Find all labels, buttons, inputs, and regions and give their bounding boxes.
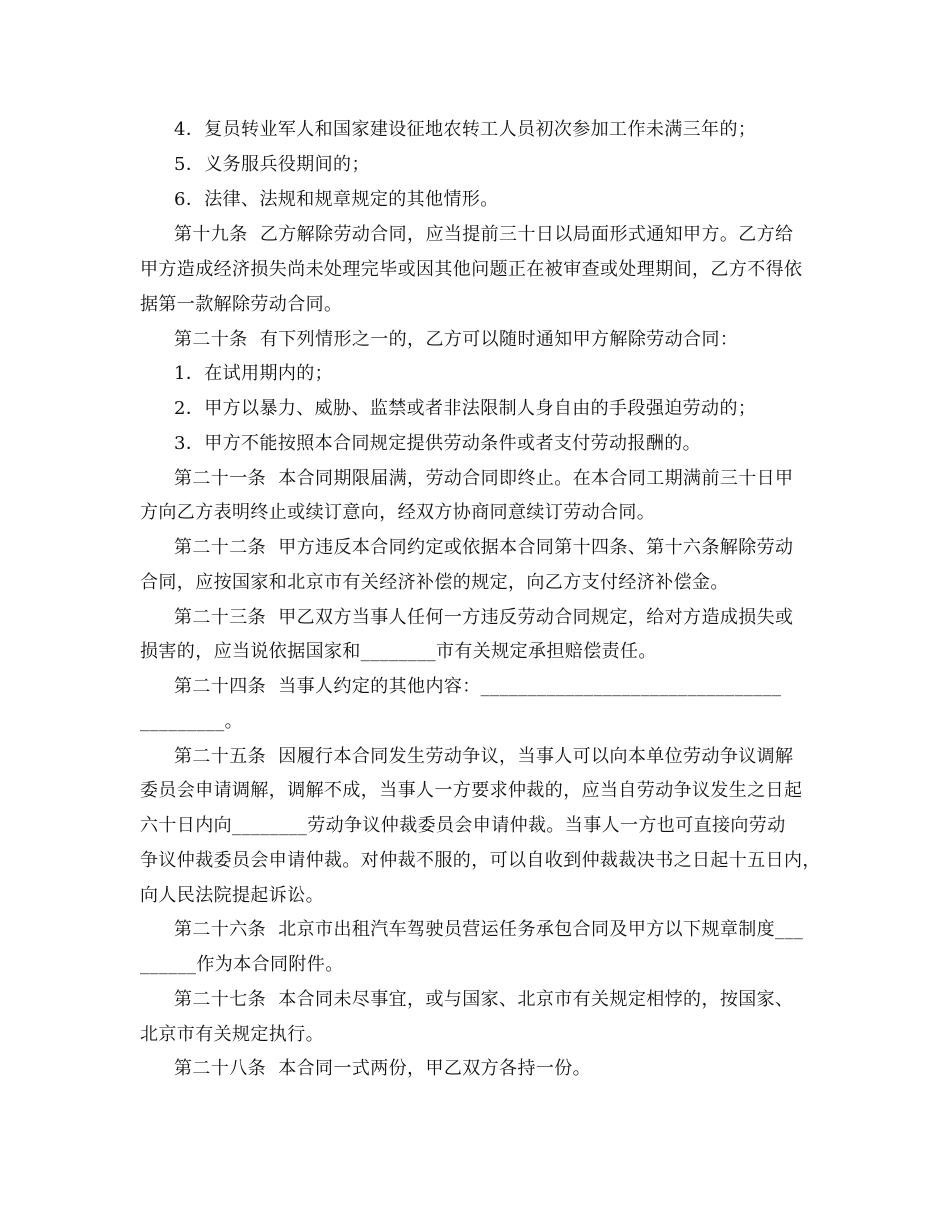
- text-line: 第二十六条 北京市出租汽车驾驶员营运任务承包合同及甲方以下规章制度___: [174, 919, 804, 940]
- text-line: 向人民法院提起诉讼。: [140, 885, 324, 906]
- text-line: 第二十七条 本合同未尽事宜，或与国家、北京市有关规定相悖的，按国家、: [174, 989, 794, 1010]
- text-line: 第二十五条 因履行本合同发生劳动争议，当事人可以向本单位劳动争议调解: [174, 746, 794, 767]
- text-line: 第二十八条 本合同一式两份，甲乙双方各持一份。: [174, 1058, 592, 1079]
- text-line: 第二十一条 本合同期限届满，劳动合同即终止。在本合同工期满前三十日甲: [174, 468, 794, 489]
- text-line: 5．义务服兵役期间的；: [174, 154, 370, 175]
- text-line: 损害的，应当说依据国家和________市有关规定承担赔偿责任。: [140, 641, 657, 662]
- text-line: 北京市有关规定执行。: [140, 1024, 324, 1045]
- text-line: 3．甲方不能按照本合同规定提供劳动条件或者支付劳动报酬的。: [174, 433, 702, 454]
- text-line: 1．在试用期内的；: [174, 363, 334, 384]
- text-line: 据第一款解除劳动合同。: [140, 294, 343, 315]
- text-line: 4．复员转业军人和国家建设征地农转工人员初次参加工作未满三年的；: [174, 119, 757, 140]
- text-line: 第二十四条 当事人约定的其他内容：________________________________: [174, 676, 782, 697]
- text-line: 方向乙方表明终止或续订意向，经双方协商同意续订劳动合同。: [140, 502, 656, 523]
- text-line: 第二十条 有下列情形之一的，乙方可以随时通知甲方解除劳动合同：: [174, 329, 739, 350]
- text-line: 第二十三条 甲乙双方当事人任何一方违反劳动合同规定，给对方造成损失或: [174, 607, 794, 628]
- text-line: 合同，应按国家和北京市有关经济补偿的规定，向乙方支付经济补偿金。: [140, 572, 729, 593]
- text-line: 争议仲裁委员会申请仲裁。对仲裁不服的，可以自收到仲裁裁决书之日起十五日内，: [140, 850, 821, 871]
- text-line: ______作为本合同附件。: [140, 954, 344, 975]
- text-line: 委员会申请调解，调解不成，当事人一方要求仲裁的，应当自劳动争议发生之日起: [140, 780, 803, 801]
- text-line: 2．甲方以暴力、威胁、监禁或者非法限制人身自由的手段强迫劳动的；: [174, 398, 757, 419]
- text-line: 甲方造成经济损失尚未处理完毕或因其他问题正在被审查或处理期间，乙方不得依: [140, 259, 803, 280]
- text-line: _________。: [140, 711, 243, 732]
- text-line: 第二十二条 甲方违反本合同约定或依据本合同第十四条、第十六条解除劳动: [174, 537, 794, 558]
- text-line: 6．法律、法规和规章规定的其他情形。: [174, 189, 499, 210]
- text-line: 六十日内向________劳动争议仲裁委员会申请仲裁。当事人一方也可直接向劳动: [140, 815, 786, 836]
- text-line: 第十九条 乙方解除劳动合同，应当提前三十日以局面形式通知甲方。乙方给: [174, 224, 794, 245]
